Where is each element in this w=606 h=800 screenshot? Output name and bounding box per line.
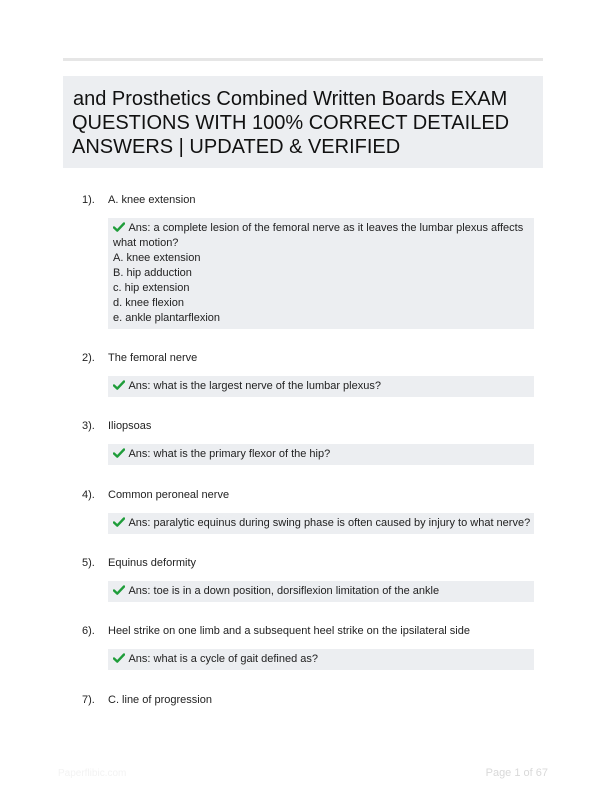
answer-line xyxy=(113,584,528,599)
answer-box xyxy=(108,513,534,534)
title-line-1: and Prosthetics Combined Written Boards EXAM xyxy=(73,88,508,110)
answer-text: Ans: what is the primary flexor of the hip? xyxy=(128,448,331,460)
question-text: Iliopsoas xyxy=(108,420,152,432)
page-number: Page 1 of 67 xyxy=(485,767,548,779)
answer-box xyxy=(108,649,534,670)
question-text: C. line of progression xyxy=(108,694,212,706)
answer-text: Ans: what is a cycle of gait defined as? xyxy=(128,653,319,665)
answer-text: Ans: paralytic equinus during swing phase is often caused by injury to what nerve? xyxy=(128,517,531,529)
answer-text: Ans: what is the largest nerve of the lumbar plexus? xyxy=(128,380,381,392)
answer-line xyxy=(113,652,528,667)
question-number: 7). xyxy=(82,694,95,706)
question-number: 2). xyxy=(82,352,95,364)
top-divider xyxy=(63,58,543,61)
answer-line xyxy=(113,221,528,236)
answer-option: e. ankle plantarflexion xyxy=(113,312,221,324)
answer-option: d. knee flexion xyxy=(113,297,184,309)
check-icon xyxy=(113,653,125,663)
footer-watermark: Paperflibic.com xyxy=(58,768,127,779)
question-text: A. knee extension xyxy=(108,194,196,206)
answer-option: c. hip extension xyxy=(113,282,190,294)
question-number: 3). xyxy=(82,420,95,432)
answer-text: Ans: a complete lesion of the femoral nerve as it leaves the lumbar plexus affects xyxy=(128,222,524,234)
check-icon xyxy=(113,448,125,458)
answer-option: B. hip adduction xyxy=(113,267,192,279)
check-icon xyxy=(113,380,125,390)
answer-text: Ans: toe is in a down position, dorsiflexion limitation of the ankle xyxy=(128,585,440,597)
check-icon xyxy=(113,222,125,232)
answer-box xyxy=(108,218,534,329)
question-text: Common peroneal nerve xyxy=(108,489,230,501)
answer-line xyxy=(113,379,528,394)
question-number: 1). xyxy=(82,194,95,206)
answer-option: A. knee extension xyxy=(113,252,201,264)
question-number: 4). xyxy=(82,489,95,501)
answer-line: what motion? xyxy=(113,237,179,249)
question-number: 5). xyxy=(82,557,95,569)
title-line-2: QUESTIONS WITH 100% CORRECT DETAILED xyxy=(72,112,510,134)
check-icon xyxy=(113,517,125,527)
answer-box xyxy=(108,444,534,465)
title-box xyxy=(63,76,543,168)
answer-box xyxy=(108,376,534,397)
answer-line xyxy=(113,516,531,531)
answer-line xyxy=(113,447,528,462)
title-line-3: ANSWERS | UPDATED & VERIFIED xyxy=(72,136,401,158)
question-text: Equinus deformity xyxy=(108,557,197,569)
question-number: 6). xyxy=(82,625,95,637)
check-icon xyxy=(113,585,125,595)
question-text: Heel strike on one limb and a subsequent heel strike on the ipsilateral side xyxy=(108,625,470,637)
answer-box xyxy=(108,581,534,602)
question-text: The femoral nerve xyxy=(108,352,198,364)
